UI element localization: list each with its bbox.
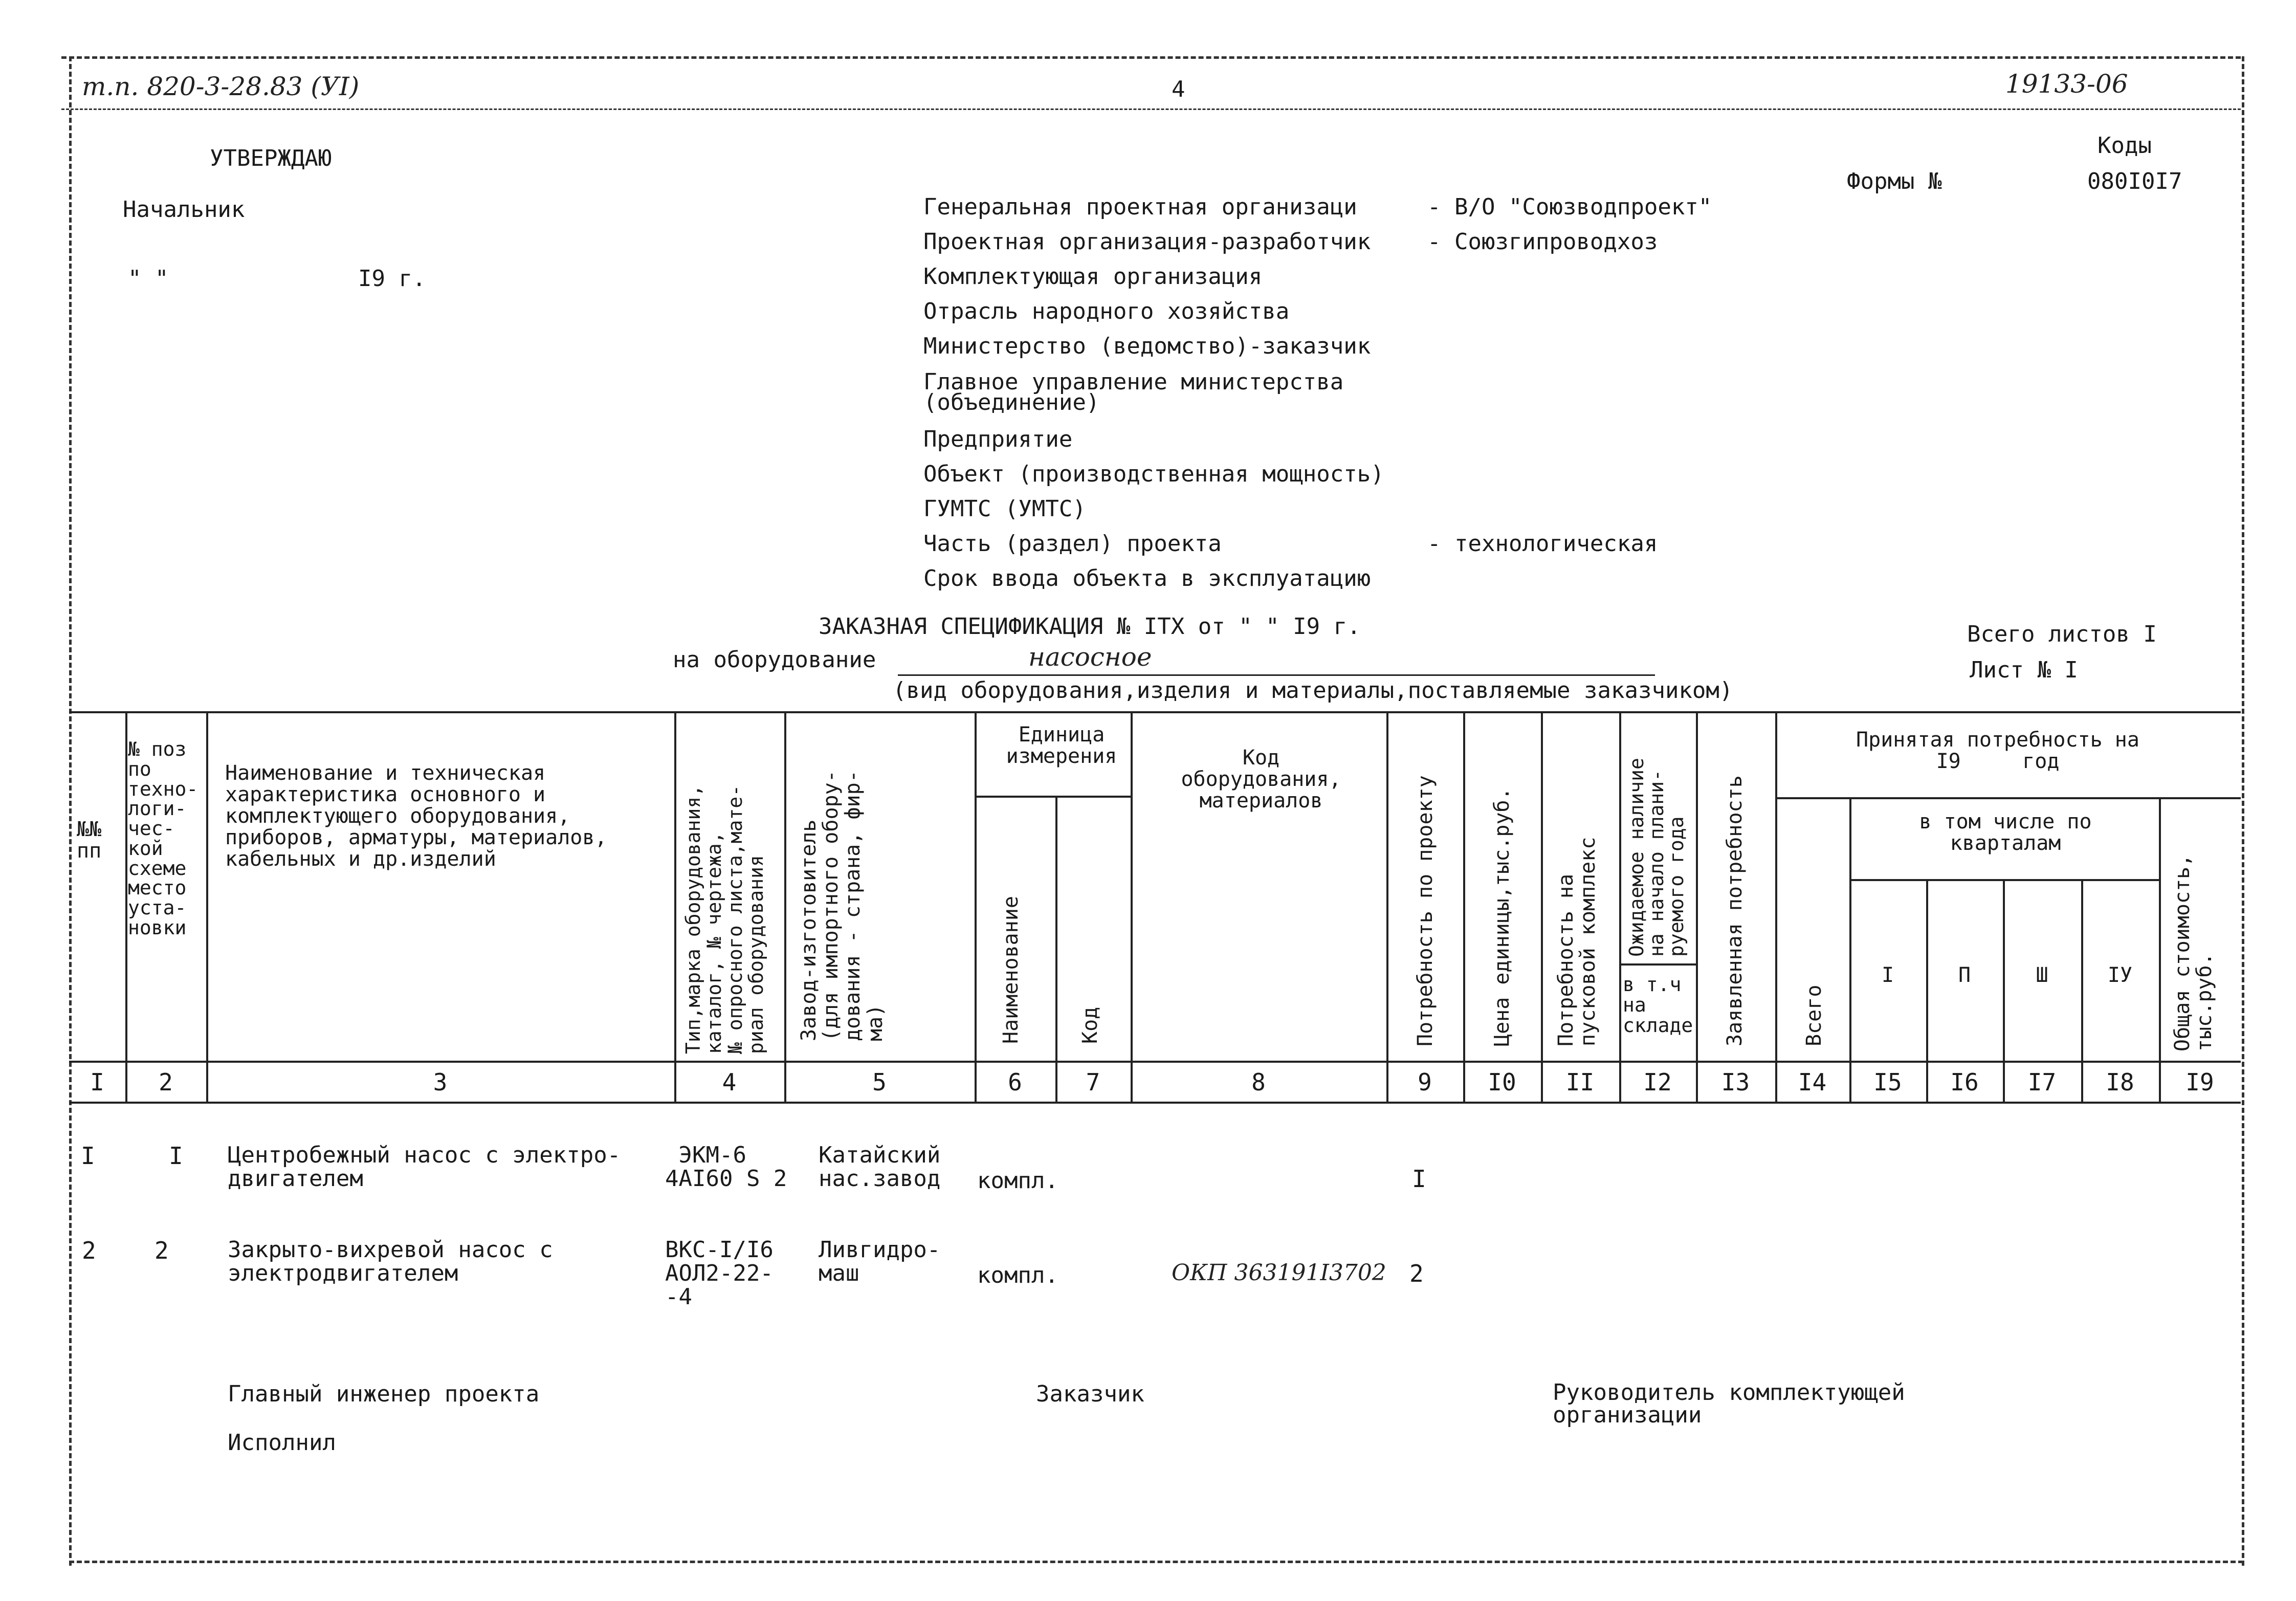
colnum-13: I3	[1721, 1068, 1750, 1096]
header-q1: I	[1881, 963, 1894, 987]
col-sep-4	[784, 711, 786, 1102]
approval-date-quotes: " "	[128, 266, 169, 292]
colnum-3: 3	[433, 1068, 448, 1096]
approve-label: УТВЕРЖДАЮ	[210, 145, 332, 171]
col-sep-7	[1131, 711, 1133, 1102]
unit-subline	[975, 796, 1131, 798]
header-accepted: Принятая потребность на I9 год	[1856, 728, 2139, 773]
page-number: 4	[1172, 76, 1185, 102]
header-q3: Ш	[2036, 963, 2048, 987]
row2-num: 2	[82, 1237, 96, 1264]
row2-code: ОКП 363191I3702	[1172, 1260, 1386, 1286]
header-unit-price: Цена единицы,тыс.руб.	[1490, 787, 1514, 1046]
project-ref: т.п. 820-3-28.83 (УI)	[82, 72, 360, 101]
sheet-number: Лист № I	[1970, 657, 2078, 683]
header-stock: в т.ч на складе	[1623, 973, 1693, 1037]
table-top-line	[69, 711, 2241, 713]
colnum-12: I2	[1643, 1068, 1672, 1096]
col-sep-11	[1619, 711, 1621, 1102]
approval-date-year: I9 г.	[358, 266, 426, 292]
header-total-cost: Общая стоимость, тыс.руб.	[2171, 854, 2217, 1051]
org-label-11: Срок ввода объекта в эксплуатацию	[923, 565, 1371, 591]
org-label-10: Часть (раздел) проекта	[923, 531, 1222, 557]
org-label-3: Отрасль народного хозяйства	[923, 298, 1290, 324]
colnum-15: I5	[1873, 1068, 1902, 1096]
colnum-1: I	[90, 1068, 104, 1096]
equipment-note: (вид оборудования,изделия и материалы,поставляемые заказчиком)	[893, 677, 1733, 704]
row2-maker: Ливгидро- маш	[819, 1237, 941, 1287]
row2-type: ВКС-I/I6 АОЛ2-22- -4	[665, 1237, 774, 1310]
org-label-8: Объект (производственная мощность)	[923, 461, 1384, 487]
colnum-8: 8	[1251, 1068, 1266, 1096]
row2-name: Закрыто-вихревой насос с электродвигателем	[228, 1237, 553, 1287]
col-sep-9	[1463, 711, 1465, 1102]
stock-subline	[1619, 963, 1696, 966]
org-value-1: - Союзгипроводхоз	[1427, 229, 1658, 255]
org-label-7: Предприятие	[923, 426, 1073, 452]
col-sep-12	[1696, 711, 1698, 1102]
row2-unit: компл.	[977, 1262, 1058, 1288]
colnum-17: I7	[2027, 1068, 2057, 1096]
header-total: Всего	[1802, 984, 1826, 1046]
colnum-11: II	[1565, 1068, 1595, 1096]
row1-name: Центробежный насос с электро- двигателем	[228, 1142, 621, 1192]
chief-engineer-label: Главный инженер проекта	[228, 1381, 540, 1407]
row2-pos: 2	[154, 1237, 169, 1264]
col-sep-3	[674, 711, 676, 1102]
org-label-4: Министерство (ведомство)-заказчик	[923, 333, 1371, 359]
header-project-need: Потребность по проекту	[1414, 775, 1437, 1046]
org-label-1: Проектная организация-разработчик	[923, 229, 1371, 255]
header-bottom-line	[69, 1061, 2241, 1063]
col-sep-13	[1775, 711, 1777, 1102]
header-num: №№ пп	[77, 818, 102, 863]
col-sep-14	[1849, 797, 1851, 1102]
colnum-10: I0	[1488, 1068, 1516, 1096]
header-type: Тип,марка оборудования, каталог, № чертежа, № опросного листа,мате- риал оборудования	[682, 784, 768, 1054]
frame-top-inner	[61, 108, 2241, 110]
row1-maker: Катайский нас.завод	[819, 1142, 941, 1192]
org-label-2: Комплектующая организация	[923, 264, 1263, 290]
frame-bottom	[69, 1561, 2243, 1563]
header-q4: IУ	[2107, 963, 2133, 987]
org-label-9: ГУМТС (УМТС)	[923, 496, 1086, 522]
col-sep-8	[1386, 711, 1388, 1102]
col-sep-6	[1055, 796, 1057, 1102]
org-label-5: Главное управление министерства	[923, 369, 1344, 395]
col-sep-2	[206, 711, 208, 1102]
equipment-value: насосное	[1028, 642, 1152, 672]
col-sep-10	[1541, 711, 1543, 1102]
codes-label: Коды	[2098, 133, 2152, 159]
header-position: № поз по техно- логи- чес- кой схеме место уста- новки	[128, 738, 198, 939]
row1-num: I	[81, 1142, 95, 1170]
header-unit-code: Код	[1078, 1006, 1102, 1044]
header-launch-need: Потребность на пусковой комплекс	[1554, 837, 1600, 1046]
spec-title: ЗАКАЗНАЯ СПЕЦИФИКАЦИЯ № IТХ от " " I9 г.	[819, 613, 1361, 640]
org-value-0: - В/О "Союзводпроект"	[1427, 194, 1712, 220]
equipment-underline	[898, 674, 1655, 676]
colnum-2: 2	[159, 1068, 173, 1096]
org-label-6: (объединение)	[923, 389, 1100, 415]
chief-label: Начальник	[123, 196, 245, 223]
customer-label: Заказчик	[1036, 1381, 1144, 1407]
colnum-18: I8	[2106, 1068, 2134, 1096]
colnum-5: 5	[872, 1068, 887, 1096]
accepted-subline	[1775, 797, 2241, 799]
equipment-label: на оборудование	[673, 647, 876, 673]
col-sep-5	[975, 711, 977, 1102]
colnum-14: I4	[1798, 1068, 1827, 1096]
header-expected-stock: Ожидаемое наличие на начало плани- руемого года	[1625, 758, 1688, 957]
org-value-10: - технологическая	[1427, 531, 1658, 557]
row2-qty: 2	[1409, 1260, 1424, 1287]
org-label-0: Генеральная проектная организаци	[923, 194, 1357, 220]
frame-top	[61, 56, 2241, 59]
row1-type: ЭКМ-6 4АI60 S 2	[665, 1142, 787, 1192]
frame-right	[2242, 56, 2244, 1566]
form-label: Формы №	[1847, 168, 1942, 194]
header-q2: П	[1958, 963, 1971, 987]
colnum-6: 6	[1008, 1068, 1022, 1096]
header-maker: Завод-изготовитель (для импортного обору- дования - страна, фир- ма)	[797, 770, 887, 1041]
header-declared-need: Заявленная потребность	[1723, 775, 1747, 1046]
form-code: 080I0I7	[2087, 168, 2182, 194]
colnum-16: I6	[1950, 1068, 1979, 1096]
frame-left	[69, 56, 72, 1566]
doc-code: 19133-06	[2005, 69, 2128, 99]
col-sep-1	[125, 711, 127, 1102]
header-name: Наименование и техническая характеристика основного и комплектующего оборудования, приборов, арматуры, материалов, кабельных и др.изделий	[225, 761, 607, 871]
colnum-7: 7	[1086, 1068, 1100, 1096]
colnum-bottom-line	[69, 1102, 2241, 1104]
colnum-4: 4	[722, 1068, 737, 1096]
total-sheets: Всего листов I	[1967, 621, 2157, 647]
header-unit-name: Наименование	[999, 896, 1023, 1044]
header-quarters-label: в том числе по кварталам	[1919, 810, 2092, 855]
colnum-9: 9	[1418, 1068, 1432, 1096]
row1-pos: I	[169, 1142, 183, 1170]
colnum-19: I9	[2185, 1068, 2214, 1096]
complete-org-head-label: Руководитель комплектующей организации	[1553, 1379, 1905, 1428]
header-unit-group: Единица измерения	[1006, 723, 1117, 768]
row1-unit: компл.	[977, 1168, 1058, 1194]
row1-qty: I	[1412, 1165, 1426, 1193]
header-equipment-code: Код оборудования, материалов	[1181, 746, 1341, 813]
executor-label: Исполнил	[228, 1430, 336, 1456]
col-sep-18	[2159, 797, 2161, 1102]
